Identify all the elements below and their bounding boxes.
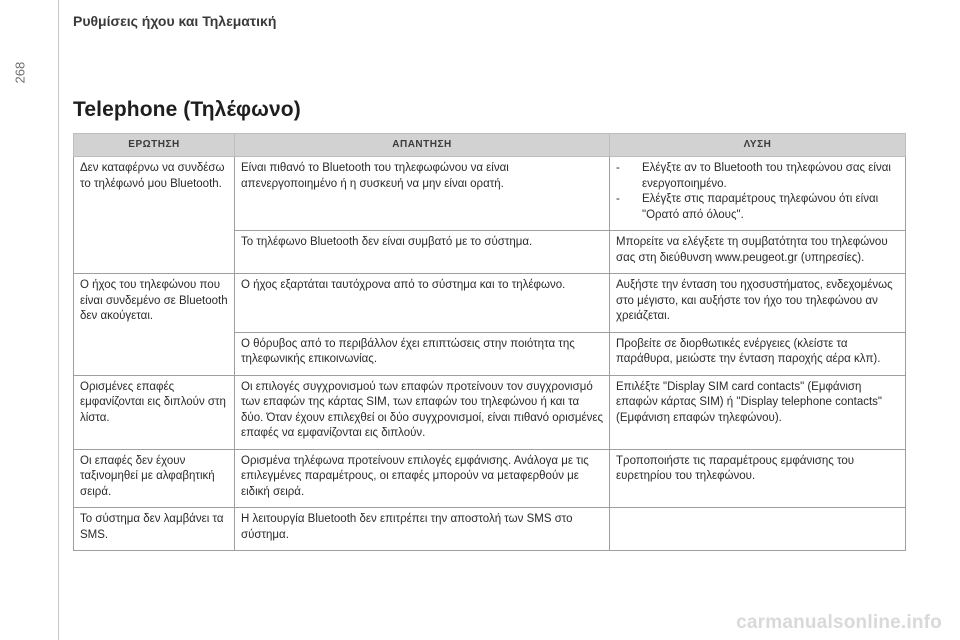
watermark-text: carmanualsonline.info [736, 612, 942, 633]
solution-list [616, 161, 900, 223]
answer-cell: Η λειτουργία Bluetooth δεν επιτρέπει την αποστολή των SMS στο σύστημα. [235, 508, 610, 551]
header-solution: ΛΥΣΗ [610, 134, 906, 157]
bullet-dash: - [616, 193, 620, 205]
solution-cell [610, 157, 906, 231]
answer-cell: Οι επιλογές συγχρονισμού των επαφών προτείνουν τον συγχρονισμό των επαφών της κάρτας SIM, των επαφών του τηλεφώνου ή και τα δύο. Όταν έχουν επιλεχθεί οι δύο συγχρονισμοί, είναι πιθανό ορισμένες επαφές να εμφανίζονται εις διπλούν. [235, 375, 610, 449]
solution-cell: Επιλέξτε "Display SIM card contacts" (Εμφάνιση επαφών κάρτας SIM) ή "Display telephone contacts" (Εμφάνιση επαφών τηλεφώνου). [610, 375, 906, 449]
solution-cell: Προβείτε σε διορθωτικές ενέργειες (κλείστε τα παράθυρα, μειώστε την ένταση παροχής αέρα κλπ). [610, 332, 906, 375]
solution-cell [610, 508, 906, 551]
solution-cell: Τροποποιήστε τις παραμέτρους εμφάνισης του ευρετηρίου του τηλεφώνου. [610, 449, 906, 508]
solution-item [616, 161, 900, 192]
table-row [74, 274, 906, 333]
bullet-dash: - [616, 162, 620, 174]
table-row [74, 449, 906, 508]
solution-cell: Μπορείτε να ελέγξετε τη συμβατότητα του τηλεφώνου σας στη διεύθυνση www.peugeot.gr (υπηρεσίες). [610, 231, 906, 274]
answer-cell: Ο ήχος εξαρτάται ταυτόχρονα από το σύστημα και το τηλέφωνο. [235, 274, 610, 333]
faq-table [73, 133, 906, 551]
answer-cell: Το τηλέφωνο Bluetooth δεν είναι συμβατό με το σύστημα. [235, 231, 610, 274]
table-row [74, 375, 906, 449]
section-title: Telephone (Τηλέφωνο) [73, 98, 301, 121]
table-row [74, 508, 906, 551]
table-row [74, 157, 906, 231]
question-cell: Το σύστημα δεν λαμβάνει τα SMS. [74, 508, 235, 551]
solution-item-text: Ελέγξτε αν το Bluetooth του τηλεφώνου σας είναι ενεργοποιημένο. [642, 162, 891, 190]
header-question: ΕΡΩΤΗΣΗ [74, 134, 235, 157]
question-cell: Ο ήχος του τηλεφώνου που είναι συνδεμένο σε Bluetooth δεν ακούγεται. [74, 274, 235, 376]
question-cell: Οι επαφές δεν έχουν ταξινομηθεί με αλφαβητική σειρά. [74, 449, 235, 508]
answer-cell: Ορισμένα τηλέφωνα προτείνουν επιλογές εμφάνισης. Ανάλογα με τις επιλεγμένες παραμέτρους, οι επαφές μπορούν να μεταφερθούν με ειδική σειρά. [235, 449, 610, 508]
margin-rule [58, 0, 59, 640]
question-cell: Ορισμένες επαφές εμφανίζονται εις διπλούν στη λίστα. [74, 375, 235, 449]
page-number: 268 [12, 61, 28, 84]
header-answer: ΑΠΑΝΤΗΣΗ [235, 134, 610, 157]
solution-item [616, 192, 900, 223]
solution-cell: Αυξήστε την ένταση του ηχοσυστήματος, ενδεχομένως στο μέγιστο, και αυξήστε τον ήχο του τηλεφώνου αν χρειάζεται. [610, 274, 906, 333]
question-cell: Δεν καταφέρνω να συνδέσω το τηλέφωνό μου Bluetooth. [74, 157, 235, 274]
answer-cell: Είναι πιθανό το Bluetooth του τηλεφωφώνου να είναι απενεργοποιημένο ή η συσκευή να μην είναι ορατή. [235, 157, 610, 231]
answer-cell: Ο θόρυβος από το περιβάλλον έχει επιπτώσεις στην ποιότητα της τηλεφωνικής επικοινωνίας. [235, 332, 610, 375]
solution-item-text: Ελέγξτε στις παραμέτρους τηλεφώνου ότι είναι "Ορατό από όλους". [642, 193, 879, 221]
table-header-row [74, 134, 906, 157]
running-header: Ρυθμίσεις ήχου και Τηλεματική [73, 13, 277, 29]
